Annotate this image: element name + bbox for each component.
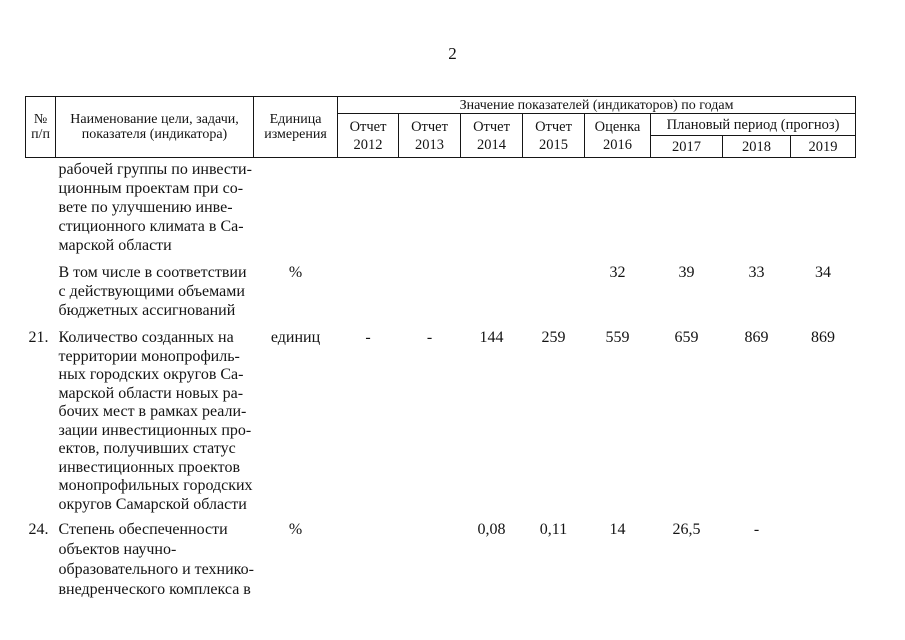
col-header-2014	[461, 114, 523, 158]
value-2013	[399, 255, 461, 320]
value-2019	[791, 514, 856, 600]
text-line: инвестиционных проектов	[58, 458, 240, 476]
value-2016: 14	[609, 521, 626, 538]
text-line: с действующими объемами	[58, 283, 245, 300]
header-text-line: Отчет	[473, 118, 510, 135]
text-line: вете по улучшению инве-	[58, 199, 233, 216]
header-text-line: Единица	[269, 112, 322, 127]
value-2013	[399, 158, 461, 256]
col-header-values-group: Значение показателей (индикаторов) по годам	[338, 97, 856, 114]
text-line: монопрофильных городских	[58, 477, 253, 494]
value-2015: 259	[541, 329, 566, 346]
text-line: стиционного климата в Са-	[58, 218, 244, 235]
col-header-plan-group: Плановый период (прогноз)	[651, 114, 856, 136]
text-line: бочих мест в рамках реали-	[58, 403, 247, 420]
text-line: Количество созданных на	[58, 329, 234, 346]
value-2013	[399, 514, 461, 600]
header-text-line: Отчет	[349, 118, 387, 135]
indicator-name-cell	[56, 158, 254, 256]
header-text-line: 2015	[539, 136, 568, 153]
col-header-2012	[338, 114, 399, 158]
unit-cell: %	[288, 264, 303, 281]
col-header-2017: 2017	[651, 136, 723, 158]
text-line: марской области	[58, 237, 172, 254]
value-2015	[523, 158, 585, 256]
col-header-unit	[254, 97, 338, 158]
col-header-2018: 2018	[723, 136, 791, 158]
text-line: образовательного и технико-	[58, 561, 254, 578]
text-line: марской области новых ра-	[58, 384, 244, 402]
header-text-line: №	[33, 112, 48, 127]
header-text-line: Наименование цели, задачи,	[70, 112, 239, 127]
row-number-cell: 24.	[28, 521, 49, 538]
header-text-line: показателя (индикатора)	[81, 127, 228, 142]
row-number-cell: 21.	[28, 329, 49, 346]
col-header-name	[56, 97, 254, 158]
value-2018	[723, 158, 791, 256]
value-2014	[461, 158, 523, 256]
col-header-2016	[585, 114, 651, 158]
value-2018: -	[753, 521, 760, 538]
value-2014: 144	[479, 329, 504, 346]
value-2017: 659	[674, 329, 699, 346]
page-number: 2	[448, 44, 457, 63]
value-2012	[338, 255, 399, 320]
value-2019: 869	[811, 329, 836, 346]
header-text-line: 2013	[415, 136, 444, 153]
text-line: бюджетных ассигнований	[58, 302, 236, 319]
unit-cell: %	[288, 521, 303, 538]
text-line: территории монопрофиль-	[58, 347, 240, 365]
row-number-cell	[26, 158, 56, 256]
value-2016: 32	[609, 264, 626, 281]
value-2014	[461, 255, 523, 320]
header-text-line: 2014	[477, 136, 506, 153]
text-line: объектов научно-	[58, 541, 177, 558]
value-2016	[585, 158, 651, 256]
col-header-2013	[399, 114, 461, 158]
indicators-table	[25, 96, 856, 600]
col-header-num	[26, 97, 56, 158]
header-text-line: 2016	[603, 136, 632, 153]
col-header-2015	[523, 114, 585, 158]
indicator-name-cell	[56, 514, 254, 600]
text-line: ектов, получивших статус	[58, 440, 236, 457]
text-line: ционным проектам при со-	[58, 180, 244, 197]
value-2019: 34	[815, 264, 832, 281]
text-line: внедренческого комплекса в	[58, 581, 251, 598]
value-2018: 869	[744, 329, 769, 346]
value-2012	[338, 158, 399, 256]
table-row-24	[26, 514, 856, 600]
value-2016: 559	[605, 329, 630, 346]
text-line: Степень обеспеченности	[58, 521, 228, 538]
value-2012: -	[365, 329, 371, 346]
header-text-line: Отчет	[535, 118, 572, 135]
value-2015	[523, 255, 585, 320]
unit-cell	[254, 158, 338, 256]
value-2017: 39	[678, 264, 695, 281]
value-2019	[791, 158, 856, 256]
header-text-line: Оценка	[594, 118, 641, 135]
header-text-line: измерения	[264, 127, 327, 142]
header-text-line: Отчет	[411, 118, 448, 135]
col-header-2019: 2019	[791, 136, 856, 158]
value-2012	[338, 514, 399, 600]
value-2013: -	[426, 329, 433, 346]
table-row-subitem	[26, 255, 856, 320]
text-line: ных городских округов Са-	[58, 366, 244, 383]
value-2018: 33	[748, 264, 765, 281]
text-line: рабочей группы по инвести-	[58, 161, 252, 178]
text-line: В том числе в соответствии	[58, 264, 247, 281]
unit-cell: единиц	[270, 329, 321, 346]
indicator-name-cell	[56, 255, 254, 320]
text-line: округов Самарской области	[58, 495, 247, 513]
header-text-line: п/п	[31, 127, 50, 142]
value-2014: 0,08	[477, 521, 506, 538]
value-2015: 0,11	[539, 521, 568, 538]
indicator-name-cell	[56, 320, 254, 514]
value-2017: 26,5	[672, 521, 701, 538]
text-line: зации инвестиционных про-	[58, 421, 252, 439]
table-row-21	[26, 320, 856, 514]
table-row-continuation	[26, 158, 856, 256]
header-text-line: 2012	[353, 136, 383, 153]
value-2017	[651, 158, 723, 256]
row-number-cell	[26, 255, 56, 320]
